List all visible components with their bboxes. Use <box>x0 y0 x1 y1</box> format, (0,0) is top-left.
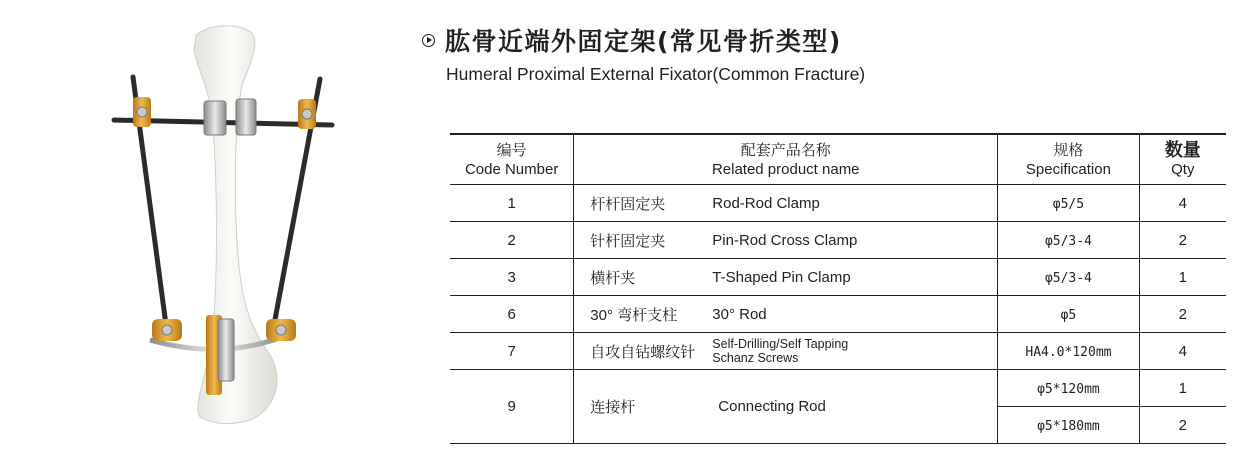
row-spec-value: φ5/3-4 <box>1044 270 1092 286</box>
header-spec-en: Specification <box>1025 160 1111 178</box>
row-name-cn: 杆杆固定夹 <box>590 195 666 213</box>
row-name-en: 30° Rod <box>712 305 767 323</box>
table-row <box>450 333 1226 370</box>
header-qty-cn: 数量 <box>1164 139 1201 160</box>
row-spec <box>998 259 1139 296</box>
row-spec <box>998 296 1139 333</box>
row-name-cn: 横杆夹 <box>590 269 636 287</box>
row-name-cn: 自攻自钻螺纹针 <box>590 343 696 361</box>
row-qty: 2 <box>1139 407 1226 444</box>
row-name-en: T-Shaped Pin Clamp <box>712 268 851 286</box>
header-spec-cn: 规格 <box>1053 141 1084 159</box>
row-name <box>574 333 998 370</box>
row-name-cn: 30° 弯杆支柱 <box>590 306 678 324</box>
row-code: 7 <box>450 333 574 370</box>
row-spec <box>998 333 1139 370</box>
table-header-row <box>450 134 1226 185</box>
row-name-cn: 连接杆 <box>590 399 636 416</box>
row-qty: 1 <box>1139 259 1226 296</box>
row-qty: 2 <box>1139 222 1226 259</box>
row-name-cn: 针杆固定夹 <box>590 232 666 250</box>
fixator-product-image <box>100 15 350 445</box>
header-spec <box>998 134 1139 185</box>
header-name-cn: 配套产品名称 <box>740 141 831 159</box>
header-name <box>574 134 998 185</box>
row-name <box>574 222 998 259</box>
spec-table <box>450 133 1226 444</box>
header-qty <box>1139 134 1226 185</box>
row-spec-value: φ5*120mm <box>1037 381 1100 397</box>
row-spec-value: HA4.0*120mm <box>1025 344 1112 360</box>
row-qty: 4 <box>1139 185 1226 222</box>
row-spec <box>998 185 1139 222</box>
row-name <box>574 259 998 296</box>
page-title-en: Humeral Proximal External Fixator(Common Fracture) <box>446 64 866 84</box>
row-spec-value: φ5 <box>1060 307 1077 323</box>
row-spec-value: φ5/5 <box>1052 196 1085 212</box>
row-name-en: Pin-Rod Cross Clamp <box>712 231 858 249</box>
table-row <box>450 259 1226 296</box>
row-spec <box>998 370 1139 407</box>
table-row <box>450 296 1226 333</box>
row-name-en: Self-Drilling/Self Tapping Schanz Screws <box>712 337 849 365</box>
row-code: 1 <box>450 185 574 222</box>
row-spec-value: φ5*180mm <box>1037 418 1100 434</box>
table-row <box>450 185 1226 222</box>
header-code-en: Code Number <box>464 160 559 178</box>
header-code-cn: 编号 <box>496 141 527 159</box>
row-code: 9 <box>450 370 574 444</box>
row-name <box>574 370 998 444</box>
page-title-cn: 肱骨近端外固定架(常见骨折类型) <box>445 27 842 56</box>
row-qty: 4 <box>1139 333 1226 370</box>
row-name-en: Connecting Rod <box>718 398 826 415</box>
table-row <box>450 370 1226 407</box>
row-code: 2 <box>450 222 574 259</box>
row-spec <box>998 222 1139 259</box>
header-code <box>450 134 574 185</box>
clamp-top-center-left <box>204 101 226 135</box>
circle-play-icon <box>422 34 435 47</box>
header-qty-en: Qty <box>1171 160 1195 178</box>
header-name-en: Related product name <box>711 160 860 178</box>
row-name <box>574 185 998 222</box>
row-spec-value: φ5/3-4 <box>1044 233 1092 249</box>
table-row <box>450 222 1226 259</box>
row-qty: 1 <box>1139 370 1226 407</box>
row-name-en: Rod-Rod Clamp <box>712 194 820 212</box>
row-code: 6 <box>450 296 574 333</box>
title-row <box>422 22 842 58</box>
row-qty: 2 <box>1139 296 1226 333</box>
row-name <box>574 296 998 333</box>
row-code: 3 <box>450 259 574 296</box>
clamp-top-center-right <box>236 99 256 135</box>
row-spec <box>998 407 1139 444</box>
